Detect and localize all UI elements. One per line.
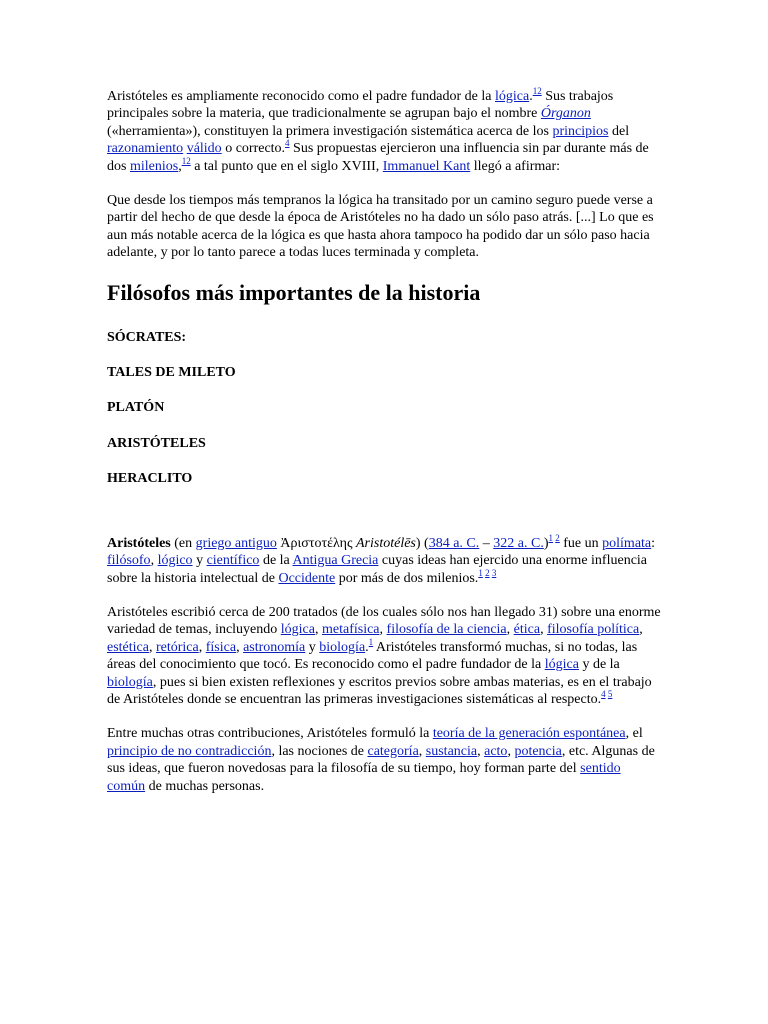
link-generacion-espontanea[interactable]: teoría de la generación espontánea <box>432 726 626 742</box>
footnote-ref[interactable]: 4 <box>285 138 290 149</box>
text: fue un <box>559 535 603 551</box>
footnote-ref[interactable]: 3 <box>491 567 497 578</box>
text: y <box>192 553 207 569</box>
text: por más de dos milenios. <box>335 570 479 586</box>
text: Aristóteles escribió cerca de 200 tratados (de los cuales sólo nos han llegado 31) sobre una enorme variedad de temas, incluyendo <box>107 604 661 638</box>
text: , el <box>625 726 643 742</box>
text: , etc. Algunas de sus ideas, que fueron novedosas para la filosofía de su tiempo, hoy forman parte del <box>107 743 655 777</box>
link-filosofia-ciencia[interactable]: filosofía de la ciencia <box>386 622 507 638</box>
link-astronomia[interactable]: astronomía <box>243 639 306 655</box>
link-filosofia-politica[interactable]: filosofía política <box>547 622 640 638</box>
link-filosofo[interactable]: filósofo <box>107 553 151 569</box>
text: cuyas ideas han ejercido una enorme influencia sobre la historia intelectual de <box>107 553 648 586</box>
footnote-ref[interactable]: 5 <box>607 688 613 699</box>
text: («herramienta»), constituyen la primera investigación sistemática acerca de los <box>107 123 553 139</box>
text: , <box>639 622 643 638</box>
link-biologia[interactable]: biología <box>319 639 366 655</box>
link-retorica[interactable]: retórica <box>155 639 199 655</box>
link-logico[interactable]: lógico <box>157 553 193 569</box>
link-no-contradiccion[interactable]: principio de no contradicción <box>107 743 272 759</box>
text: , pues si bien existen reflexiones y escritos previos sobre ambas materias, es en el trabajo de Aristóteles donde se encuentran las primeras investigaciones sistemáticas al respecto. <box>107 674 652 707</box>
link-cientifico[interactable]: científico <box>206 553 260 569</box>
text: , <box>379 622 387 638</box>
text: , <box>236 639 244 655</box>
paragraph-intro: Aristóteles es ampliamente reconocido como el padre fundador de la lógica.$^{12}$ Sus trabajos principales sobre la materia, que tradicionalmente se agrupan bajo el nombre Órganon («herramienta»), constituyen la primera investigación sistemática acerca de los principios del razonamiento válido o correcto.$^4$ Sus propuestas ejercieron una influencia sin par durante más de dos milenios,$^{12}$ a tal punto que en el siglo XVIII, Immanuel Kant llegó a afirmar: <box>107 86 649 174</box>
text: , <box>540 622 548 638</box>
transliteration: Aristotélēs <box>356 535 416 551</box>
text: Sus trabajos principales sobre la materia, que tradicionalmente se agrupan bajo el nombre <box>107 89 614 122</box>
paragraph-tratados <box>107 604 662 708</box>
link-logica[interactable]: lógica <box>544 657 579 673</box>
text: Aristóteles transformó muchas, si no todas, las áreas del conocimiento que tocó. Es reconocido como el padre fundador de la <box>107 639 638 673</box>
link-principios[interactable]: principios <box>552 123 609 139</box>
footnote-ref[interactable]: 4 <box>601 688 606 699</box>
link-categoria[interactable]: categoría <box>367 743 419 759</box>
link-occidente[interactable]: Occidente <box>278 570 336 586</box>
link-milenios[interactable]: milenios <box>129 158 179 174</box>
link-acto[interactable]: acto <box>484 743 508 759</box>
text: , <box>198 639 206 655</box>
text: o correcto. <box>221 141 286 157</box>
text: . <box>365 639 369 655</box>
philosopher-name: TALES DE MILETO <box>107 365 236 381</box>
link-potencia[interactable]: potencia <box>514 743 562 759</box>
spacer <box>107 506 662 535</box>
text: llegó a afirmar: <box>470 158 561 174</box>
greek-name: Ἀριστοτέλης <box>276 535 356 551</box>
link-etica[interactable]: ética <box>513 622 541 638</box>
quote-paragraph: Que desde los tiempos más tempranos la lógica ha transitado por un camino seguro puede verse a partir del hecho de que desde la época de Aristóteles no ha dado un sólo paso atrás. [...] Lo que es aun más notable acerca de la lógica es que hasta ahora tampoco ha podido dar un sólo paso hacia adelante, y por lo tanto parece a todas luces terminada y completa. <box>107 193 654 261</box>
section-heading: Filósofos más importantes de la historia <box>107 279 481 305</box>
link-fisica[interactable]: física <box>205 639 237 655</box>
text: Entre muchas otras contribuciones, Aristóteles formuló la <box>107 726 433 742</box>
link-estetica[interactable]: estética <box>107 639 149 655</box>
text: , <box>315 622 322 638</box>
philosopher-name: SÓCRATES: <box>107 329 187 345</box>
text: , <box>506 622 514 638</box>
text: – <box>479 535 494 551</box>
paragraph-aristoteles <box>107 532 662 587</box>
text: , <box>477 743 485 759</box>
text: , <box>150 553 158 569</box>
link-organon[interactable]: Órganon <box>540 106 591 122</box>
text: Aristóteles es ampliamente reconocido como el padre fundador de la <box>107 89 495 104</box>
footnote-ref[interactable]: 1 <box>478 567 483 578</box>
text: Sus propuestas ejercieron una influencia sin par durante más de dos <box>107 141 649 174</box>
link-immanuel-kant[interactable]: Immanuel Kant <box>382 158 471 174</box>
link-384[interactable]: 384 a. C. <box>428 535 480 551</box>
link-322[interactable]: 322 a. C. <box>493 535 544 551</box>
philosopher-name: ARISTÓTELES <box>107 435 206 451</box>
link-griego-antiguo[interactable]: griego antiguo <box>195 535 277 551</box>
link-valido[interactable]: válido <box>186 141 222 157</box>
philosopher-name: HERACLITO <box>107 471 193 487</box>
text: y de la <box>578 657 620 673</box>
text: y <box>305 639 320 655</box>
link-razonamiento[interactable]: razonamiento <box>107 141 184 157</box>
link-sentido-comun[interactable]: sentido común <box>107 761 621 794</box>
footnote-ref[interactable]: 1 <box>548 532 554 543</box>
text: , <box>148 639 156 655</box>
footnote-ref[interactable]: 12 <box>181 155 191 166</box>
text: (en <box>170 535 196 551</box>
link-sustancia[interactable]: sustancia <box>425 743 478 759</box>
text: del <box>608 123 630 139</box>
footnote-ref[interactable]: 2 <box>555 532 560 543</box>
link-polimata[interactable]: polímata <box>602 535 652 551</box>
philosopher-name: PLATÓN <box>107 400 165 416</box>
text: a tal punto que en el siglo XVIII, <box>190 158 383 174</box>
text: ) <box>543 535 549 551</box>
link-logica[interactable]: lógica <box>280 622 315 638</box>
text: : <box>651 535 656 551</box>
link-metafisica[interactable]: metafísica <box>322 622 380 638</box>
paragraph-contribuciones <box>107 725 662 795</box>
document-page <box>107 88 662 812</box>
bold-term: Aristóteles <box>107 535 171 551</box>
text: ) ( <box>415 535 429 551</box>
footnote-ref[interactable]: 1 <box>368 636 374 647</box>
text: , <box>507 743 515 759</box>
text: , <box>418 743 426 759</box>
link-antigua-grecia[interactable]: Antigua Grecia <box>292 553 379 569</box>
footnote-ref[interactable]: 12 <box>532 86 542 96</box>
footnote-ref[interactable]: 2 <box>485 567 490 578</box>
link-biologia[interactable]: biología <box>107 674 153 690</box>
text: de muchas personas. <box>145 778 265 794</box>
text: de la <box>259 553 293 569</box>
link-logica[interactable]: lógica <box>494 89 530 104</box>
text: , las nociones de <box>271 743 368 759</box>
